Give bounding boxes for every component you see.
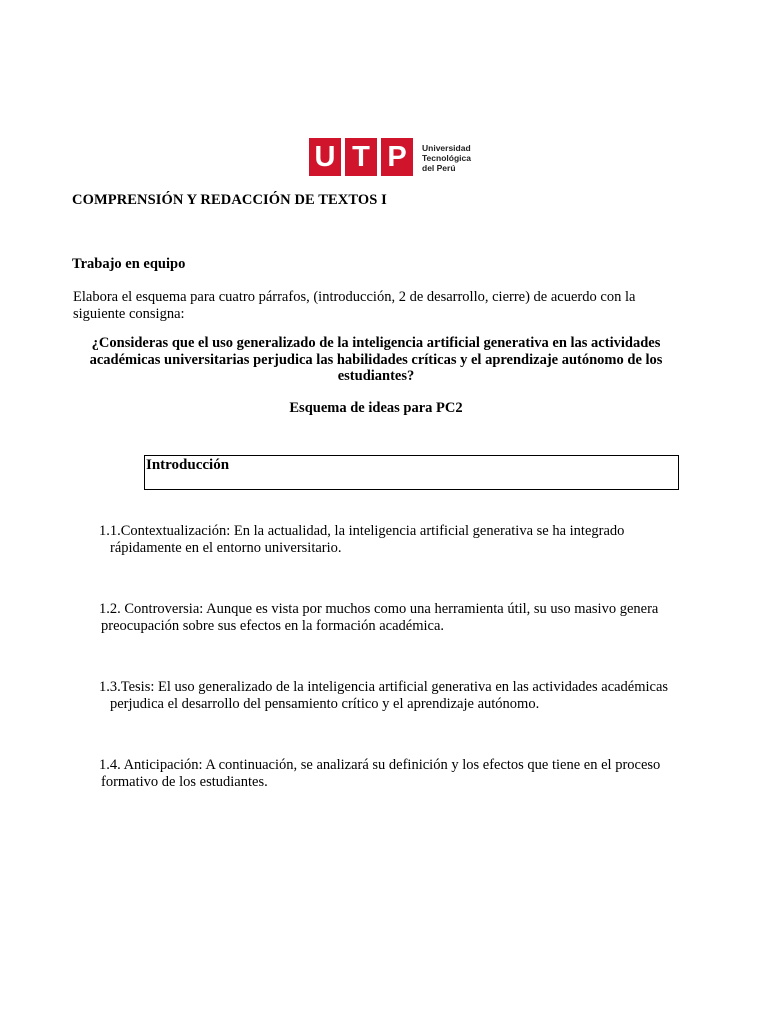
- prompt-question: ¿Consideras que el uso generalizado de la inteligencia artificial generativa en las actividades académicas universitarias perjudica las habilidades críticas y el aprendizaje autónomo de los estudiantes?: [89, 335, 663, 384]
- logo-letter-t: T: [345, 138, 377, 176]
- outline-item-line: perjudica el desarrollo del pensamiento crítico y el aprendizaje autónomo.: [110, 695, 540, 712]
- logo-letter-p: P: [381, 138, 413, 176]
- logo-wordmark: [422, 143, 471, 173]
- outline-item-line: formativo de los estudiantes.: [101, 773, 268, 790]
- outline-item: [99, 757, 674, 790]
- outline-item-line: 1.4. Anticipación: A continuación, se analizará su definición y los efectos que tiene en el proceso: [99, 757, 661, 773]
- outline-item: [99, 601, 674, 634]
- section-heading: Introducción: [146, 457, 230, 473]
- logo-letter-u: U: [309, 138, 341, 176]
- utp-logo: [309, 138, 471, 178]
- team-work-label: Trabajo en equipo: [72, 256, 186, 272]
- outline-item-line: 1.3.Tesis: El uso generalizado de la inteligencia artificial generativa en las actividades académicas: [99, 679, 669, 695]
- logo-line-3: del Perú: [422, 163, 456, 173]
- outline-item-line: rápidamente en el entorno universitario.: [110, 539, 342, 556]
- section-heading-box: [144, 455, 679, 490]
- outline-item: [99, 523, 674, 556]
- logo-line-2: Tecnológica: [422, 153, 471, 163]
- schema-title: Esquema de ideas para PC2: [289, 400, 463, 416]
- outline-item-line: preocupación sobre sus efectos en la formación académica.: [101, 617, 445, 634]
- outline-item-line: 1.2. Controversia: Aunque es vista por muchos como una herramienta útil, su uso masivo genera: [99, 601, 659, 617]
- course-title: COMPRENSIÓN Y REDACCIÓN DE TEXTOS I: [72, 192, 387, 208]
- outline-item-line: 1.1.Contextualización: En la actualidad, la inteligencia artificial generativa se ha integrado: [99, 523, 625, 539]
- outline-item: [99, 679, 674, 712]
- logo-line-1: Universidad: [422, 143, 471, 153]
- instructions-paragraph: Elabora el esquema para cuatro párrafos, (introducción, 2 de desarrollo, cierre) de acuerdo con la siguiente consigna:: [73, 289, 636, 322]
